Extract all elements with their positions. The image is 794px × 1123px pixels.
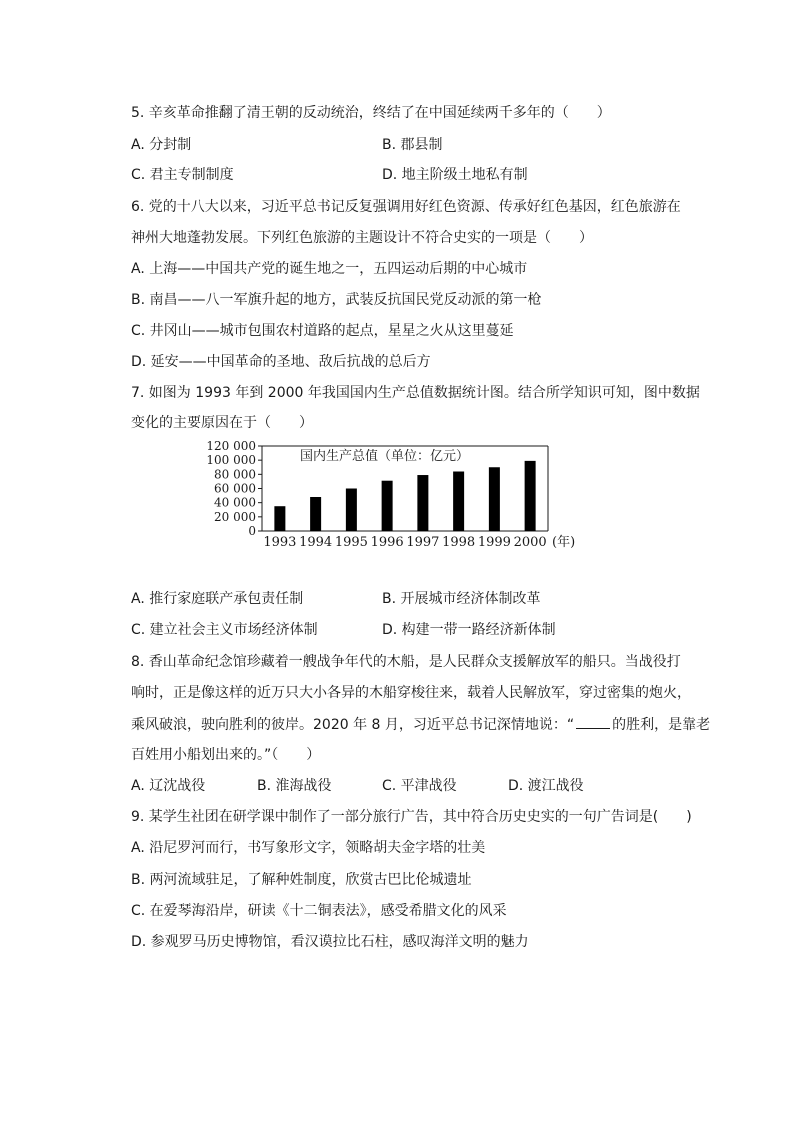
- x-tick-label: 2000: [513, 535, 547, 550]
- gdp-bar-chart: [200, 438, 600, 558]
- q6-stem-line-2: 神州大地蓬勃发展。下列红色旅游的主题设计不符合史实的一项是（ ）: [131, 230, 593, 246]
- q5-option-d: D. 地主阶级土地私有制: [382, 167, 528, 183]
- y-tick-label: 120 000: [206, 439, 256, 453]
- bar: [525, 461, 536, 531]
- bar: [489, 467, 500, 531]
- x-tick-label: 1998: [442, 535, 476, 550]
- q7-stem-line-1: 7. 如图为 1993 年到 2000 年我国国内生产总值数据统计图。结合所学知识可知，图中数据: [131, 385, 700, 401]
- q5-option-a: A. 分封制: [131, 137, 192, 153]
- q8-option-d: D. 渡江战役: [508, 778, 584, 794]
- q8-stem-line-3-text: 乘风破浪，驶向胜利的彼岸。2020 年 8 月，习近平总书记深情地说：“: [131, 717, 575, 733]
- q6-stem-line-1: 6. 党的十八大以来，习近平总书记反复强调用好红色资源、传承好红色基因，红色旅游在: [131, 199, 681, 215]
- q8-stem-line-1: 8. 香山革命纪念馆珍藏着一艘战争年代的木船，是人民群众支援解放军的船只。当战役打: [131, 654, 681, 670]
- chart-bars: [274, 461, 535, 531]
- q7-option-b: B. 开展城市经济体制改革: [382, 591, 541, 607]
- x-tick-label: 1996: [370, 535, 404, 550]
- q7-stem-line-2: 变化的主要原因在于（ ）: [131, 415, 313, 431]
- x-tick-label: 1993: [263, 535, 297, 550]
- x-tick-label: 1999: [477, 535, 511, 550]
- y-tick-label: 80 000: [214, 467, 256, 482]
- q8-option-b: B. 淮海战役: [257, 778, 332, 794]
- q6-option-b: B. 南昌——八一军旗升起的地方，武装反抗国民党反动派的第一枪: [131, 292, 542, 308]
- q8-stem-line-3: [131, 714, 710, 735]
- bar: [310, 497, 321, 531]
- answer-blank: [576, 714, 610, 729]
- bar: [417, 475, 428, 531]
- y-tick-label: 60 000: [214, 481, 256, 496]
- y-tick-label: 20 000: [214, 509, 256, 524]
- x-tick-label: 1995: [334, 535, 368, 550]
- q8-stem-line-3-tail: 的胜利，是靠老: [612, 717, 711, 733]
- q7-option-a: A. 推行家庭联产承包责任制: [131, 591, 304, 607]
- q8-stem-line-4: 百姓用小船划出来的。”（ ）: [131, 747, 321, 763]
- bar: [382, 481, 393, 531]
- x-axis-unit-label: (年): [552, 535, 576, 550]
- q6-option-a: A. 上海——中国共产党的诞生地之一，五四运动后期的中心城市: [131, 261, 528, 277]
- q5-option-b: B. 郡县制: [382, 137, 443, 153]
- q9-option-d: D. 参观罗马历史博物馆，看汉谟拉比石柱，感叹海洋文明的魅力: [131, 934, 529, 950]
- q9-option-a: A. 沿尼罗河而行，书写象形文字，领略胡夫金字塔的壮美: [131, 840, 486, 856]
- q5-stem: 5. 辛亥革命推翻了清王朝的反动统治，终结了在中国延续两千多年的（ ）: [131, 105, 611, 121]
- bar: [453, 472, 464, 532]
- bar: [274, 506, 285, 531]
- q5-option-c: C. 君主专制制度: [131, 167, 234, 183]
- y-tick-label: 40 000: [214, 495, 256, 510]
- q6-option-c: C. 井冈山——城市包围农村道路的起点，星星之火从这里蔓延: [131, 323, 514, 339]
- q7-option-d: D. 构建一带一路经济新体制: [382, 622, 556, 638]
- y-tick-label: 0: [248, 524, 256, 538]
- q9-stem: 9. 某学生社团在研学课中制作了一部分旅行广告，其中符合历史史实的一句广告词是( ): [131, 809, 692, 825]
- y-tick-label: 100 000: [206, 453, 256, 468]
- q7-option-c: C. 建立社会主义市场经济体制: [131, 622, 318, 638]
- bar: [346, 489, 357, 532]
- q8-stem-line-2: 响时，正是像这样的近万只大小各异的木船穿梭往来，载着人民解放军，穿过密集的炮火，: [131, 685, 691, 701]
- q8-option-c: C. 平津战役: [382, 778, 457, 794]
- x-tick-label: 1997: [406, 535, 440, 550]
- chart-title: 国内生产总值（单位：亿元）: [300, 449, 470, 464]
- q6-option-d: D. 延安——中国革命的圣地、敌后抗战的总后方: [131, 354, 431, 370]
- q9-option-c: C. 在爱琴海沿岸，研读《十二铜表法》，感受希腊文化的风采: [131, 903, 507, 919]
- x-tick-label: 1994: [299, 535, 333, 550]
- q8-option-a: A. 辽沈战役: [131, 778, 206, 794]
- q9-option-b: B. 两河流域驻足，了解种姓制度，欣赏古巴比伦城遗址: [131, 872, 472, 888]
